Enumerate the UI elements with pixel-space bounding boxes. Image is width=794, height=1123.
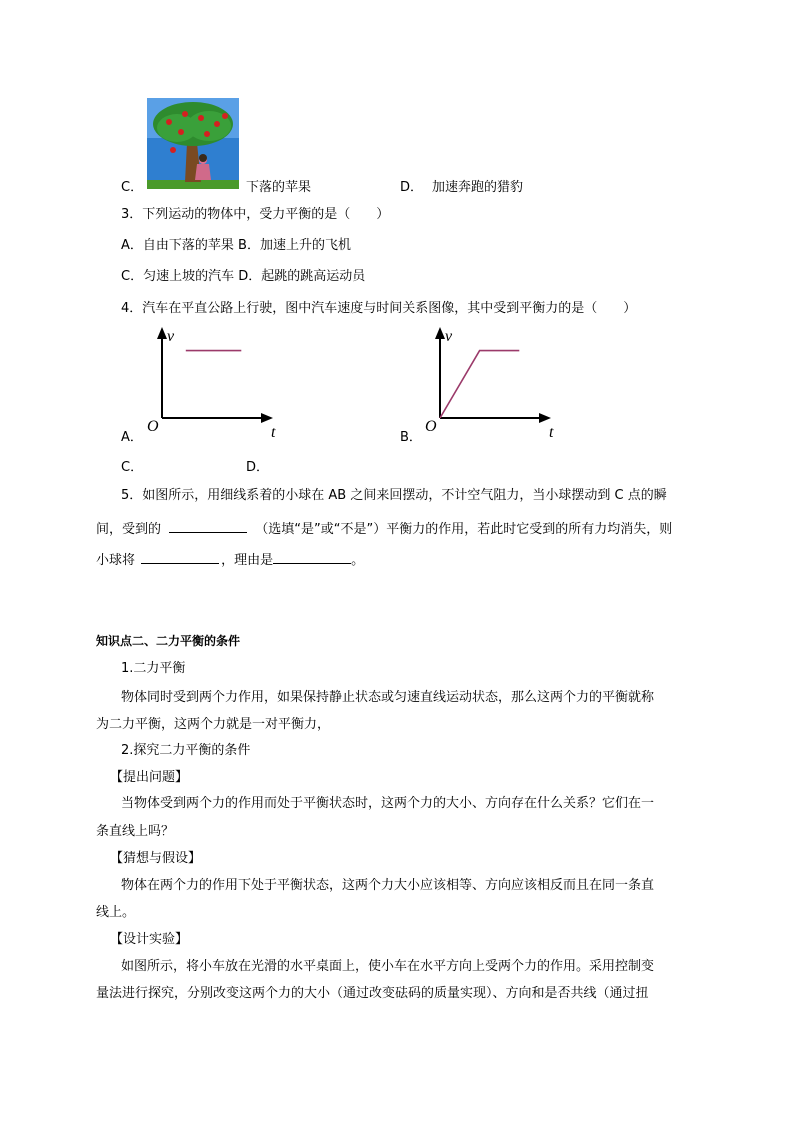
section2-heading: 知识点二、二力平衡的条件 bbox=[96, 634, 241, 648]
graph-b-v-label: v bbox=[445, 328, 453, 345]
q2-option-d-label: D． bbox=[400, 180, 424, 195]
apple-tree-illustration bbox=[147, 98, 239, 189]
q4-label-d: D． bbox=[246, 460, 270, 475]
section2-para1-l1: 物体同时受到两个力作用，如果保持静止状态或匀速直线运动状态，那么这两个力的平衡就称 bbox=[121, 690, 655, 705]
q2-option-c-label: C． bbox=[121, 180, 144, 195]
q2-option-d-text: 加速奔跑的猎豹 bbox=[432, 180, 524, 195]
graph-a-v-label: v bbox=[167, 328, 175, 345]
guess-l1: 物体在两个力的作用下处于平衡状态，这两个力大小应该相等、方向应该相反而且在同一条直 bbox=[121, 878, 655, 893]
graph-a-origin-label: O bbox=[147, 418, 159, 435]
q5-blank-1[interactable] bbox=[169, 518, 247, 533]
q4-graph-a bbox=[145, 325, 285, 445]
q4-stem: 4．汽车在平直公路上行驶，图中汽车速度与时间关系图像，其中受到平衡力的是（ ） bbox=[121, 301, 637, 316]
q5-line3 bbox=[96, 549, 706, 570]
q4-label-c: C． bbox=[121, 460, 144, 475]
graph-b-velocity-line bbox=[440, 351, 519, 418]
design-l2: 量法进行探究，分别改变这两个力的大小（通过改变砝码的质量实现）、方向和是否共线（通过扭 bbox=[96, 986, 649, 1001]
q5-line3-b: ，理由是 bbox=[221, 553, 274, 568]
q5-line3-a: 小球将 bbox=[96, 553, 136, 568]
ask-l2: 条直线上吗？ bbox=[96, 824, 175, 839]
design-l1: 如图所示，将小车放在光滑的水平桌面上，使小车在水平方向上受两个力的作用。采用控制变 bbox=[121, 959, 655, 974]
q5-blank-2[interactable] bbox=[141, 549, 219, 564]
section2-para1-l2: 为二力平衡，这两个力就是一对平衡力， bbox=[96, 717, 331, 732]
section2-item2: 2.探究二力平衡的条件 bbox=[121, 743, 251, 758]
graph-b-origin-label: O bbox=[425, 418, 437, 435]
ask-l1: 当物体受到两个力的作用而处于平衡状态时，这两个力的大小、方向存在什么关系？它们在一 bbox=[121, 796, 655, 811]
guess-l2: 线上。 bbox=[96, 905, 136, 920]
q5-line2-a: 间，受到的 bbox=[96, 522, 162, 537]
q4-label-a: A． bbox=[121, 430, 143, 445]
design-heading: 【设计实验】 bbox=[110, 932, 189, 947]
q3-options-cd: C．匀速上坡的汽车 D．起跳的跳高运动员 bbox=[121, 269, 366, 284]
q4-graph-b bbox=[423, 325, 563, 445]
q2-option-c-text: 下落的苹果 bbox=[246, 180, 312, 195]
q5-blank-3[interactable] bbox=[273, 549, 351, 564]
section2-item1: 1.二力平衡 bbox=[121, 661, 186, 676]
q4-label-b: B． bbox=[400, 430, 422, 445]
q5-line1: 5．如图所示，用细线系着的小球在 AB 之间来回摆动，不计空气阻力，当小球摆动到 C 点的瞬 bbox=[121, 488, 667, 503]
q5-line2-b: （选填“是”或“不是”）平衡力的作用，若此时它受到的所有力均消失，则 bbox=[255, 522, 673, 537]
guess-heading: 【猜想与假设】 bbox=[110, 851, 202, 866]
graph-b-t-label: t bbox=[549, 424, 554, 441]
q5-line3-c: 。 bbox=[351, 553, 365, 568]
ask-heading: 【提出问题】 bbox=[110, 770, 189, 785]
graph-a-t-label: t bbox=[271, 424, 276, 441]
q3-options-ab: A．自由下落的苹果 B．加速上升的飞机 bbox=[121, 238, 351, 253]
q3-stem: 3．下列运动的物体中，受力平衡的是（ ） bbox=[121, 207, 390, 222]
q5-line2 bbox=[96, 518, 706, 539]
